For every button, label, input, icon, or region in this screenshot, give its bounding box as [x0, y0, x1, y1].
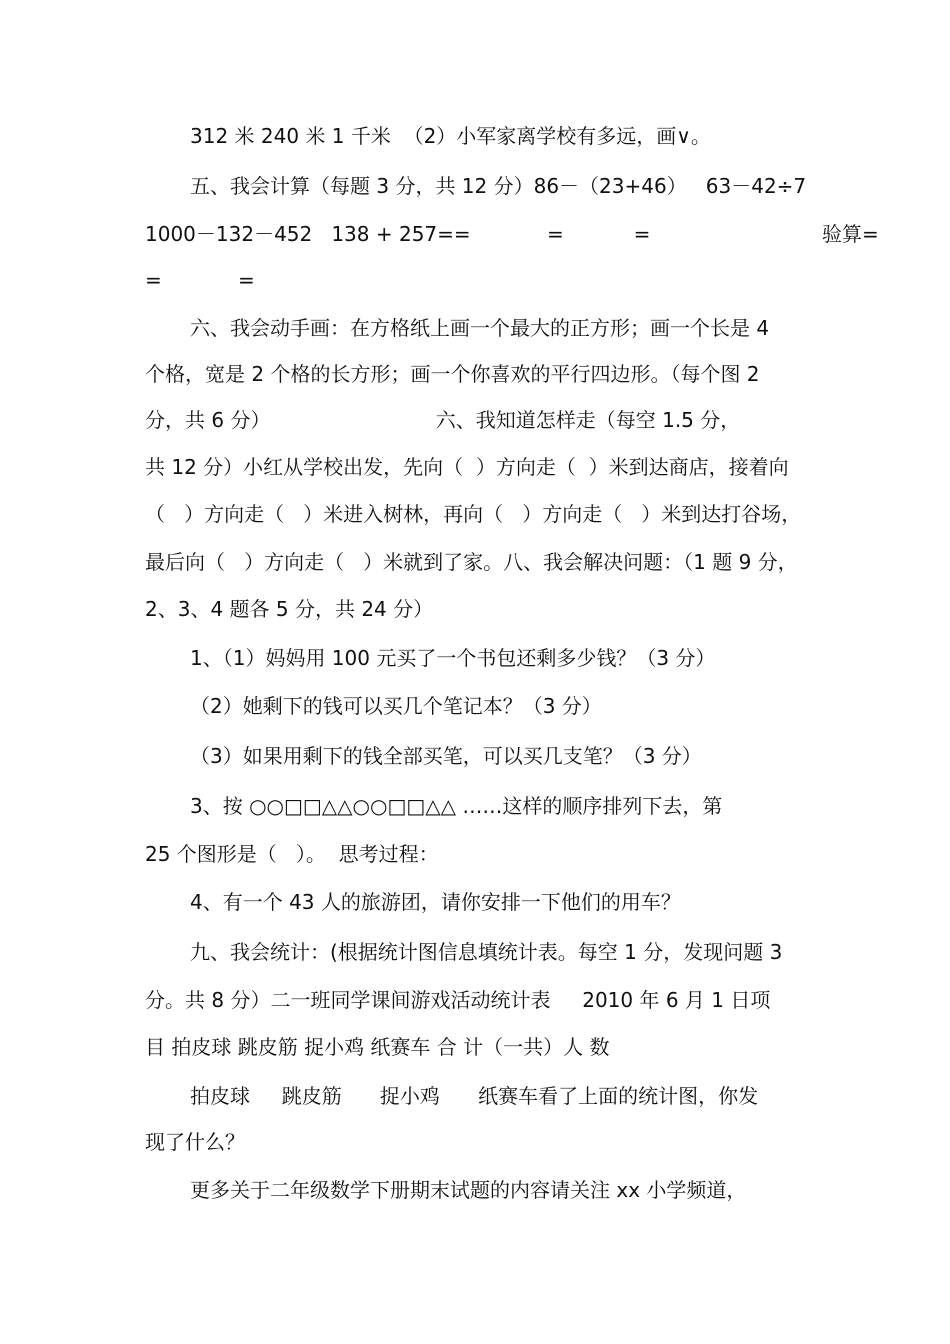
section-five-heading: 五、我会计算（每题 3 分，共 12 分）86－（23+46） 63－42÷7 [190, 174, 807, 198]
section-nine-heading: 九、我会统计：(根据统计图信息填统计表。每空 1 分，发现问题 3 [190, 940, 783, 964]
text-line: 312 米 240 米 1 千米 （2）小军家离学校有多远，画∨。 [190, 124, 711, 148]
text-line: 2、3、4 题各 5 分，共 24 分） [145, 597, 434, 621]
text-line: 现了什么？ [145, 1130, 245, 1154]
question-4: 4、有一个 43 人的旅游团，请你安排一下他们的用车？ [190, 890, 681, 914]
text-line: 拍皮球 跳皮筋 捉小鸡 纸赛车看了上面的统计图，你发 [190, 1084, 759, 1108]
section-six-heading: 六、我会动手画：在方格纸上画一个最大的正方形；画一个长是 4 [190, 316, 770, 340]
text-line: （ ）方向走（ ）米进入树林，再向（ ）方向走（ ）米到达打谷场， [145, 502, 802, 526]
question-1-2: （2）她剩下的钱可以买几个笔记本？（3 分） [190, 694, 602, 718]
question-3: 3、按 ○○□□△△○○□□△△ ……这样的顺序排列下去，第 [190, 794, 723, 818]
text-line: 25 个图形是（ ）。 思考过程： [145, 842, 439, 866]
question-1-3: （3）如果用剩下的钱全部买笔，可以买几支笔？（3 分） [190, 744, 702, 768]
text-line: 个格，宽是 2 个格的长方形；画一个你喜欢的平行四边形。（每个图 2 [145, 362, 760, 386]
text-line: 1000－132－452 138 + 257== = = 验算= [145, 222, 879, 246]
text-line: 最后向（ ）方向走（ ）米就到了家。八、我会解决问题：（1 题 9 分， [145, 550, 798, 574]
text-line: 目 拍皮球 跳皮筋 捉小鸡 纸赛车 合 计（一共）人 数 [145, 1035, 610, 1059]
footer-note: 更多关于二年级数学下册期末试题的内容请关注 xx 小学频道， [190, 1178, 747, 1202]
text-line: = = [145, 268, 255, 292]
question-1-1: 1、（1）妈妈用 100 元买了一个书包还剩多少钱？（3 分） [190, 646, 716, 670]
text-line: 分，共 6 分） 六、我知道怎样走（每空 1.5 分， [145, 408, 741, 432]
text-line: 分。共 8 分）二一班同学课间游戏活动统计表 2010 年 6 月 1 日项 [145, 988, 771, 1012]
text-line: 共 12 分）小红从学校出发，先向（ ）方向走（ ）米到达商店，接着向 [145, 455, 789, 479]
